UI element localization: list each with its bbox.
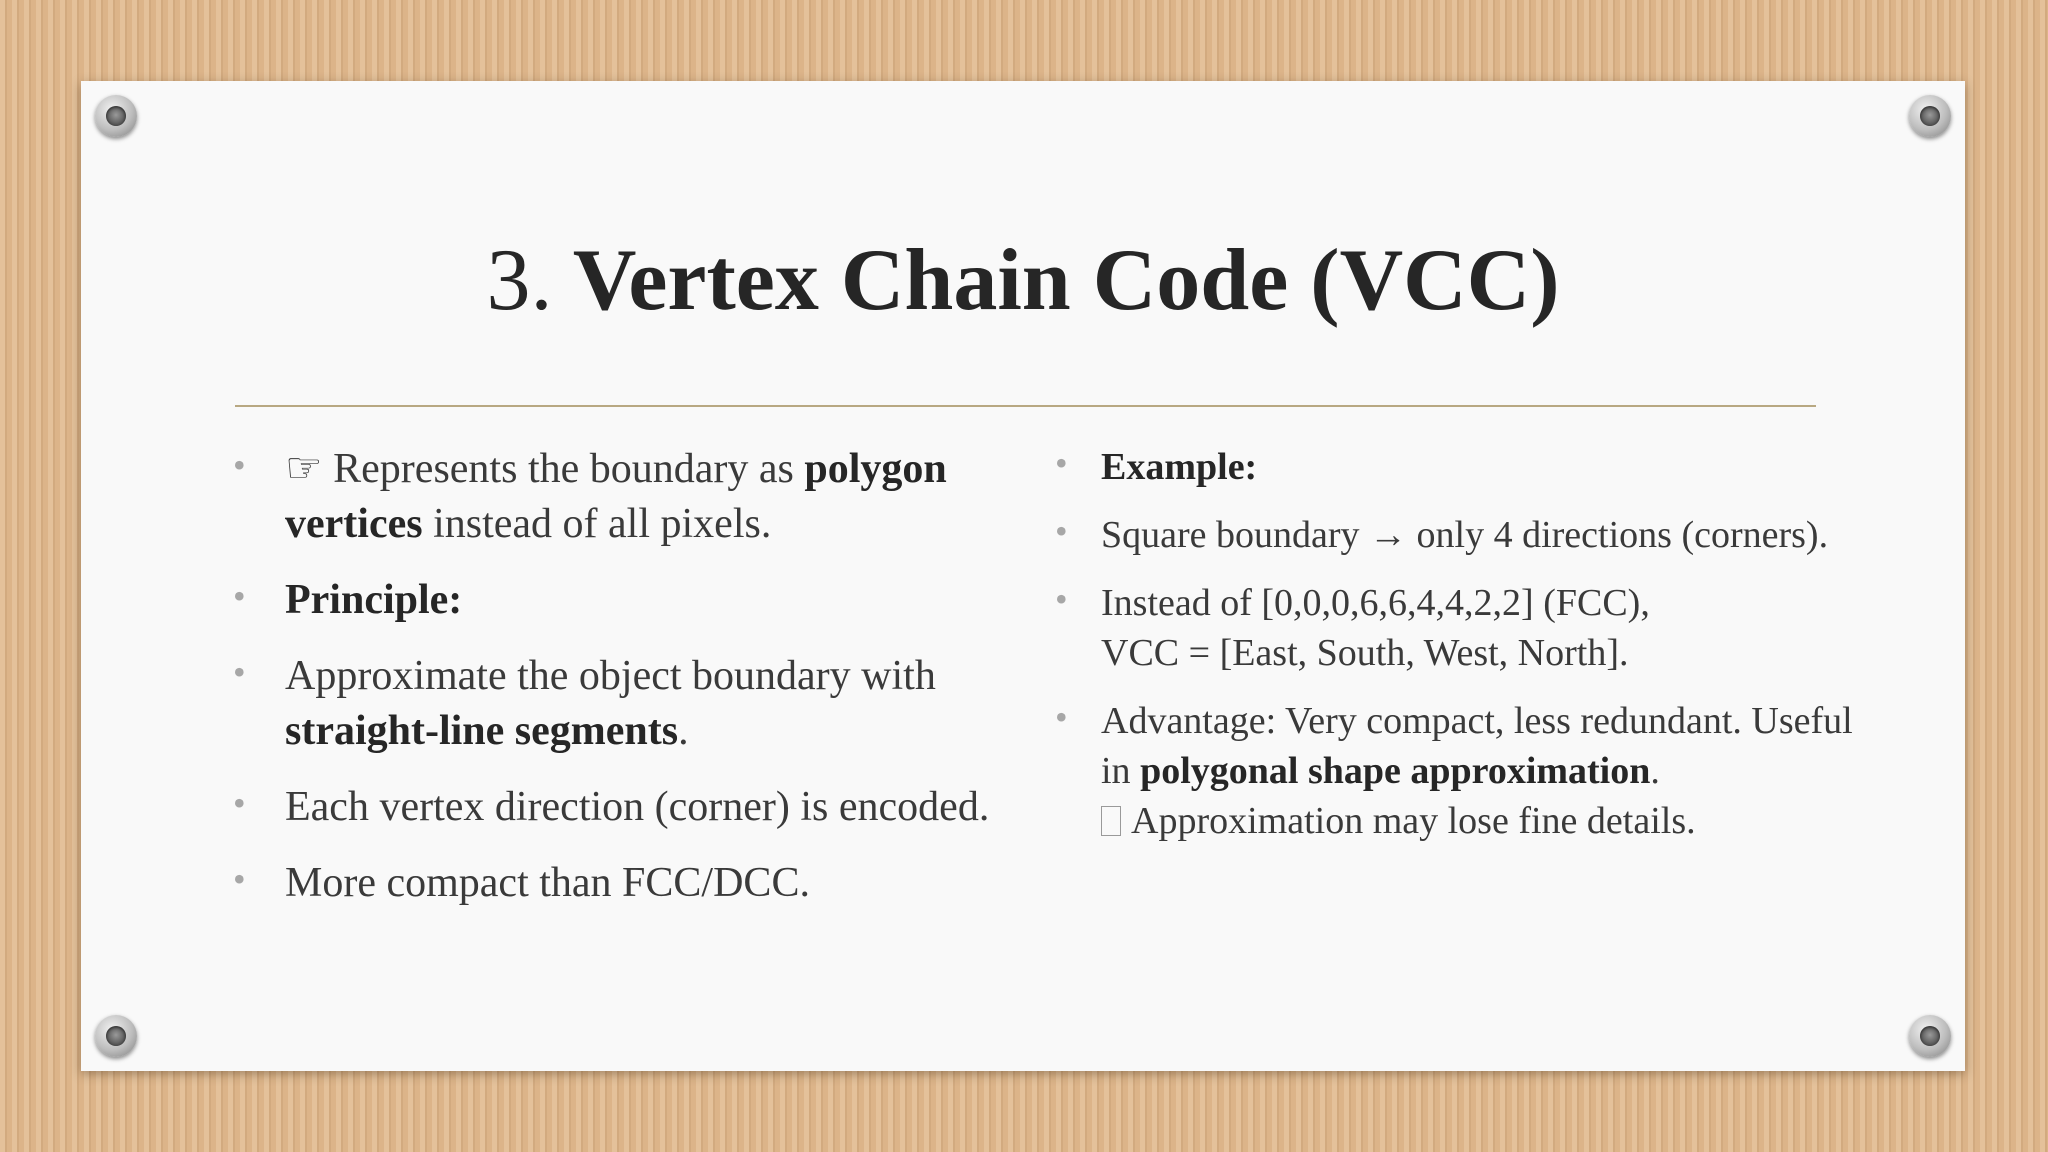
bullet-text: Approximate the object boundary with <box>285 653 936 699</box>
bullet-bold-text: polygon vertices <box>285 446 947 547</box>
bullet-text: . <box>678 708 689 754</box>
list-item <box>285 442 1045 552</box>
grommet-icon <box>1909 1015 1951 1057</box>
list-item <box>1101 442 1861 492</box>
bullet-text: Represents the boundary as <box>322 446 805 492</box>
bullet-text: . <box>1650 750 1660 792</box>
list-item <box>1101 578 1861 678</box>
title-divider <box>235 405 1816 407</box>
grommet-icon <box>95 1015 137 1057</box>
left-bullet-list <box>285 442 1045 932</box>
list-item <box>285 856 1045 911</box>
bullet-bold-text: polygonal shape approximation <box>1140 750 1651 792</box>
bullet-text: VCC = [East, South, West, North]. <box>1101 632 1629 674</box>
list-item <box>1101 696 1861 846</box>
pointing-hand-icon: ☞ <box>285 446 323 492</box>
bullet-bold-text: Principle: <box>285 577 463 623</box>
bullet-text: More compact than FCC/DCC. <box>285 860 810 906</box>
bullet-text: Square boundary → only 4 directions (corners). <box>1101 514 1829 556</box>
bullet-text: Each vertex direction (corner) is encoded. <box>285 784 990 830</box>
missing-glyph-box-icon <box>1101 806 1121 836</box>
slide-title <box>81 231 1965 331</box>
bullet-text: Advantage: Very compact, less redundant. Useful in <box>1101 700 1853 792</box>
bullet-text: Instead of [0,0,0,6,6,4,4,2,2] (FCC), <box>1101 582 1650 624</box>
title-text: Vertex Chain Code (VCC) <box>572 232 1560 329</box>
list-item <box>1101 510 1861 560</box>
grommet-icon <box>1909 95 1951 137</box>
right-bullet-list <box>1101 442 1861 864</box>
slide <box>81 81 1965 1071</box>
grommet-icon <box>95 95 137 137</box>
title-number: 3. <box>486 232 553 329</box>
list-item <box>285 573 1045 628</box>
list-item <box>285 649 1045 759</box>
bullet-note-text: Approximation may lose fine details. <box>1131 800 1696 842</box>
bullet-text: instead of all pixels. <box>422 501 772 547</box>
list-item <box>285 780 1045 835</box>
bullet-bold-text: straight-line segments <box>285 708 679 754</box>
bullet-bold-text: Example: <box>1101 446 1258 488</box>
